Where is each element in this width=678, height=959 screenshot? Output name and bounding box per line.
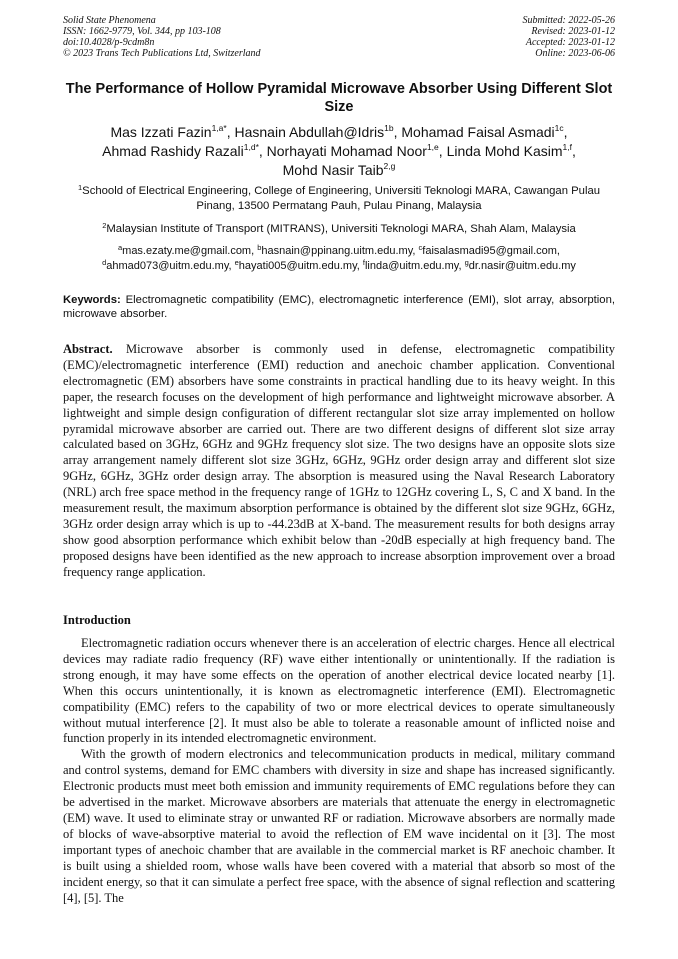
- date-online: Online: 2023-06-06: [535, 48, 615, 59]
- affiliation-2: $^2$Malaysian Institute of Transport (MITRANS), Universiti Teknologi MARA, Shah Alam, Malaysia: [102, 221, 576, 235]
- affiliation-1: $^1$Schoold of Electrical Engineering, College of Engineering, Universiti Teknologi MARA, Cawangan Pulau Pinang, 13500 Permatang Pauh, Pulau Pinang, Malaysia: [77, 183, 601, 212]
- abstract-label: Abstract.: [63, 342, 113, 356]
- email[interactable]: $^d$ahmad073@uitm.edu.my,: [102, 257, 235, 272]
- introduction-body: [63, 636, 615, 906]
- email[interactable]: $^f$linda@uitm.edu.my,: [362, 257, 465, 272]
- date-accepted: Accepted: 2023-01-12: [525, 37, 615, 48]
- author: Mohamad Faisal Asmadi$^{1c}$,: [401, 123, 568, 140]
- email[interactable]: $^g$dr.nasir@uitm.edu.my: [464, 257, 576, 272]
- date-revised: Revised: 2023-01-12: [531, 26, 615, 37]
- publication-dates: [523, 15, 616, 59]
- author: Mohd Nasir Taib$^{2,g}$: [282, 161, 396, 178]
- author: Norhayati Mohamad Noor$^{1,e}$,: [266, 142, 447, 159]
- journal-doi: doi:10.4028/p-9cdm8n: [63, 37, 155, 48]
- paragraph: Electromagnetic radiation occurs whenever there is an acceleration of electric charges. Hence all electrical devices may radiate radio frequency (RF) wave either intentionally or unintentionally. If the radiation is strong enough, it may have some effects on the operation of another electrical device located nearby [1]. When this occurs unintentionally, it is known as electromagnetic interference (EMI). Electromagnetic compatibility (EMC) refers to the capability of two or more electrical devices to operate simultaneously without mutual interference [2]. It must also be able to tolerate a reasonable amount of inflicted noise and function properly in its intended electromagnetic environment.: [63, 636, 615, 746]
- keywords-text: Electromagnetic compatibility (EMC), electromagnetic interference (EMI), slot array, absorption, microwave absorber.: [63, 294, 615, 320]
- email[interactable]: $^a$mas.ezaty.me@gmail.com,: [117, 243, 258, 257]
- paper-title: The Performance of Hollow Pyramidal Microwave Absorber Using Different Slot Size: [65, 81, 613, 115]
- abstract: [63, 342, 615, 581]
- email-list: [60, 244, 618, 273]
- author: Linda Mohd Kasim$^{1,f}$,: [446, 142, 576, 159]
- email[interactable]: $^e$hayati005@uitm.edu.my,: [234, 257, 363, 272]
- introduction-heading: Introduction: [63, 613, 131, 627]
- paragraph: With the growth of modern electronics and telecommunication products in medical, military command and control systems, demand for EMC chambers with diversity in size and shape has increased significantly. Electronic products must meet both emission and immunity requirements of EMC regulations before they can be advertised in the market. Microwave absorbers are materials that attenuate the energy in electromagnetic (EM) wave. It used to eliminate stray or unwanted RF or radiation. Microwave absorbers are normally made of blocks of wave-absorptive material to avoid the reflection of EM wave incidental on it [3]. The most important types of anechoic chamber that are available in the commercial market is RF anechoic chamber. It is built using a shielded room, whose walls have been covered with a material that absorb so most of the incident energy, so that it can simulate a perfect free space, with the absence of signal reflection and scattering [4], [5]. The: [63, 747, 615, 905]
- author: Hasnain Abdullah@Idris$^{1b}$,: [234, 123, 402, 140]
- keywords: [63, 293, 615, 321]
- date-submitted: Submitted: 2022-05-26: [522, 15, 615, 26]
- journal-name: Solid State Phenomena: [63, 15, 156, 26]
- author: Ahmad Rashidy Razali$^{1,d*}$,: [102, 142, 267, 159]
- journal-copyright: © 2023 Trans Tech Publications Ltd, Switzerland: [63, 48, 261, 59]
- abstract-text: Microwave absorber is commonly used in defense, electromagnetic compatibility (EMC)/electromagnetic interference (EMI) reduction and anechoic chamber application. Conventional electromagnetic (EM) absorbers have some constraints in practical handling due to its heavy weight. In this paper, the research focuses on the development of high performance and lightweight microwave absorber. A lightweight and simple design configuration of different rectangular slot size array implemented on hollow pyramidal microwave absorber are carried out. There are two different designs of different slot size array calculated based on 3GHz, 6GHz and 9GHz frequency slot size. The two designs have an opposite slots size array arrangement namely different slot size 3GHz, 6GHz, 9GHz order design array and different slot size 9GHz, 6GHz, 3GHz order design array. The absorption is measured using the Naval Research Laboratory (NRL) arch free space method in the frequency range of 1GHz to 12GHz covering L, S, C and X band. In the measurement result, the maximum absorption performance is obtained by the different slot size 9GHz, 6GHz, 3GHz order design array which is up to -44.23dB at X-band. The measurement results for both designs array show good absorption performance which exhibit below than -20dB especially at high frequency band. The proposed designs have been identified as the new approach to increase absorption improvement over a broad frequency range application.: [63, 342, 615, 579]
- author: Mas Izzati Fazin$^{1,a*}$,: [110, 123, 235, 140]
- journal-info: [63, 15, 261, 59]
- journal-issn: ISSN: 1662-9779, Vol. 344, pp 103-108: [63, 26, 221, 37]
- email[interactable]: $^c$faisalasmadi95@gmail.com,: [418, 243, 560, 257]
- keywords-label: Keywords:: [63, 294, 121, 306]
- author-list: [58, 123, 620, 180]
- email[interactable]: $^b$hasnain@ppinang.uitm.edu.my,: [257, 243, 419, 257]
